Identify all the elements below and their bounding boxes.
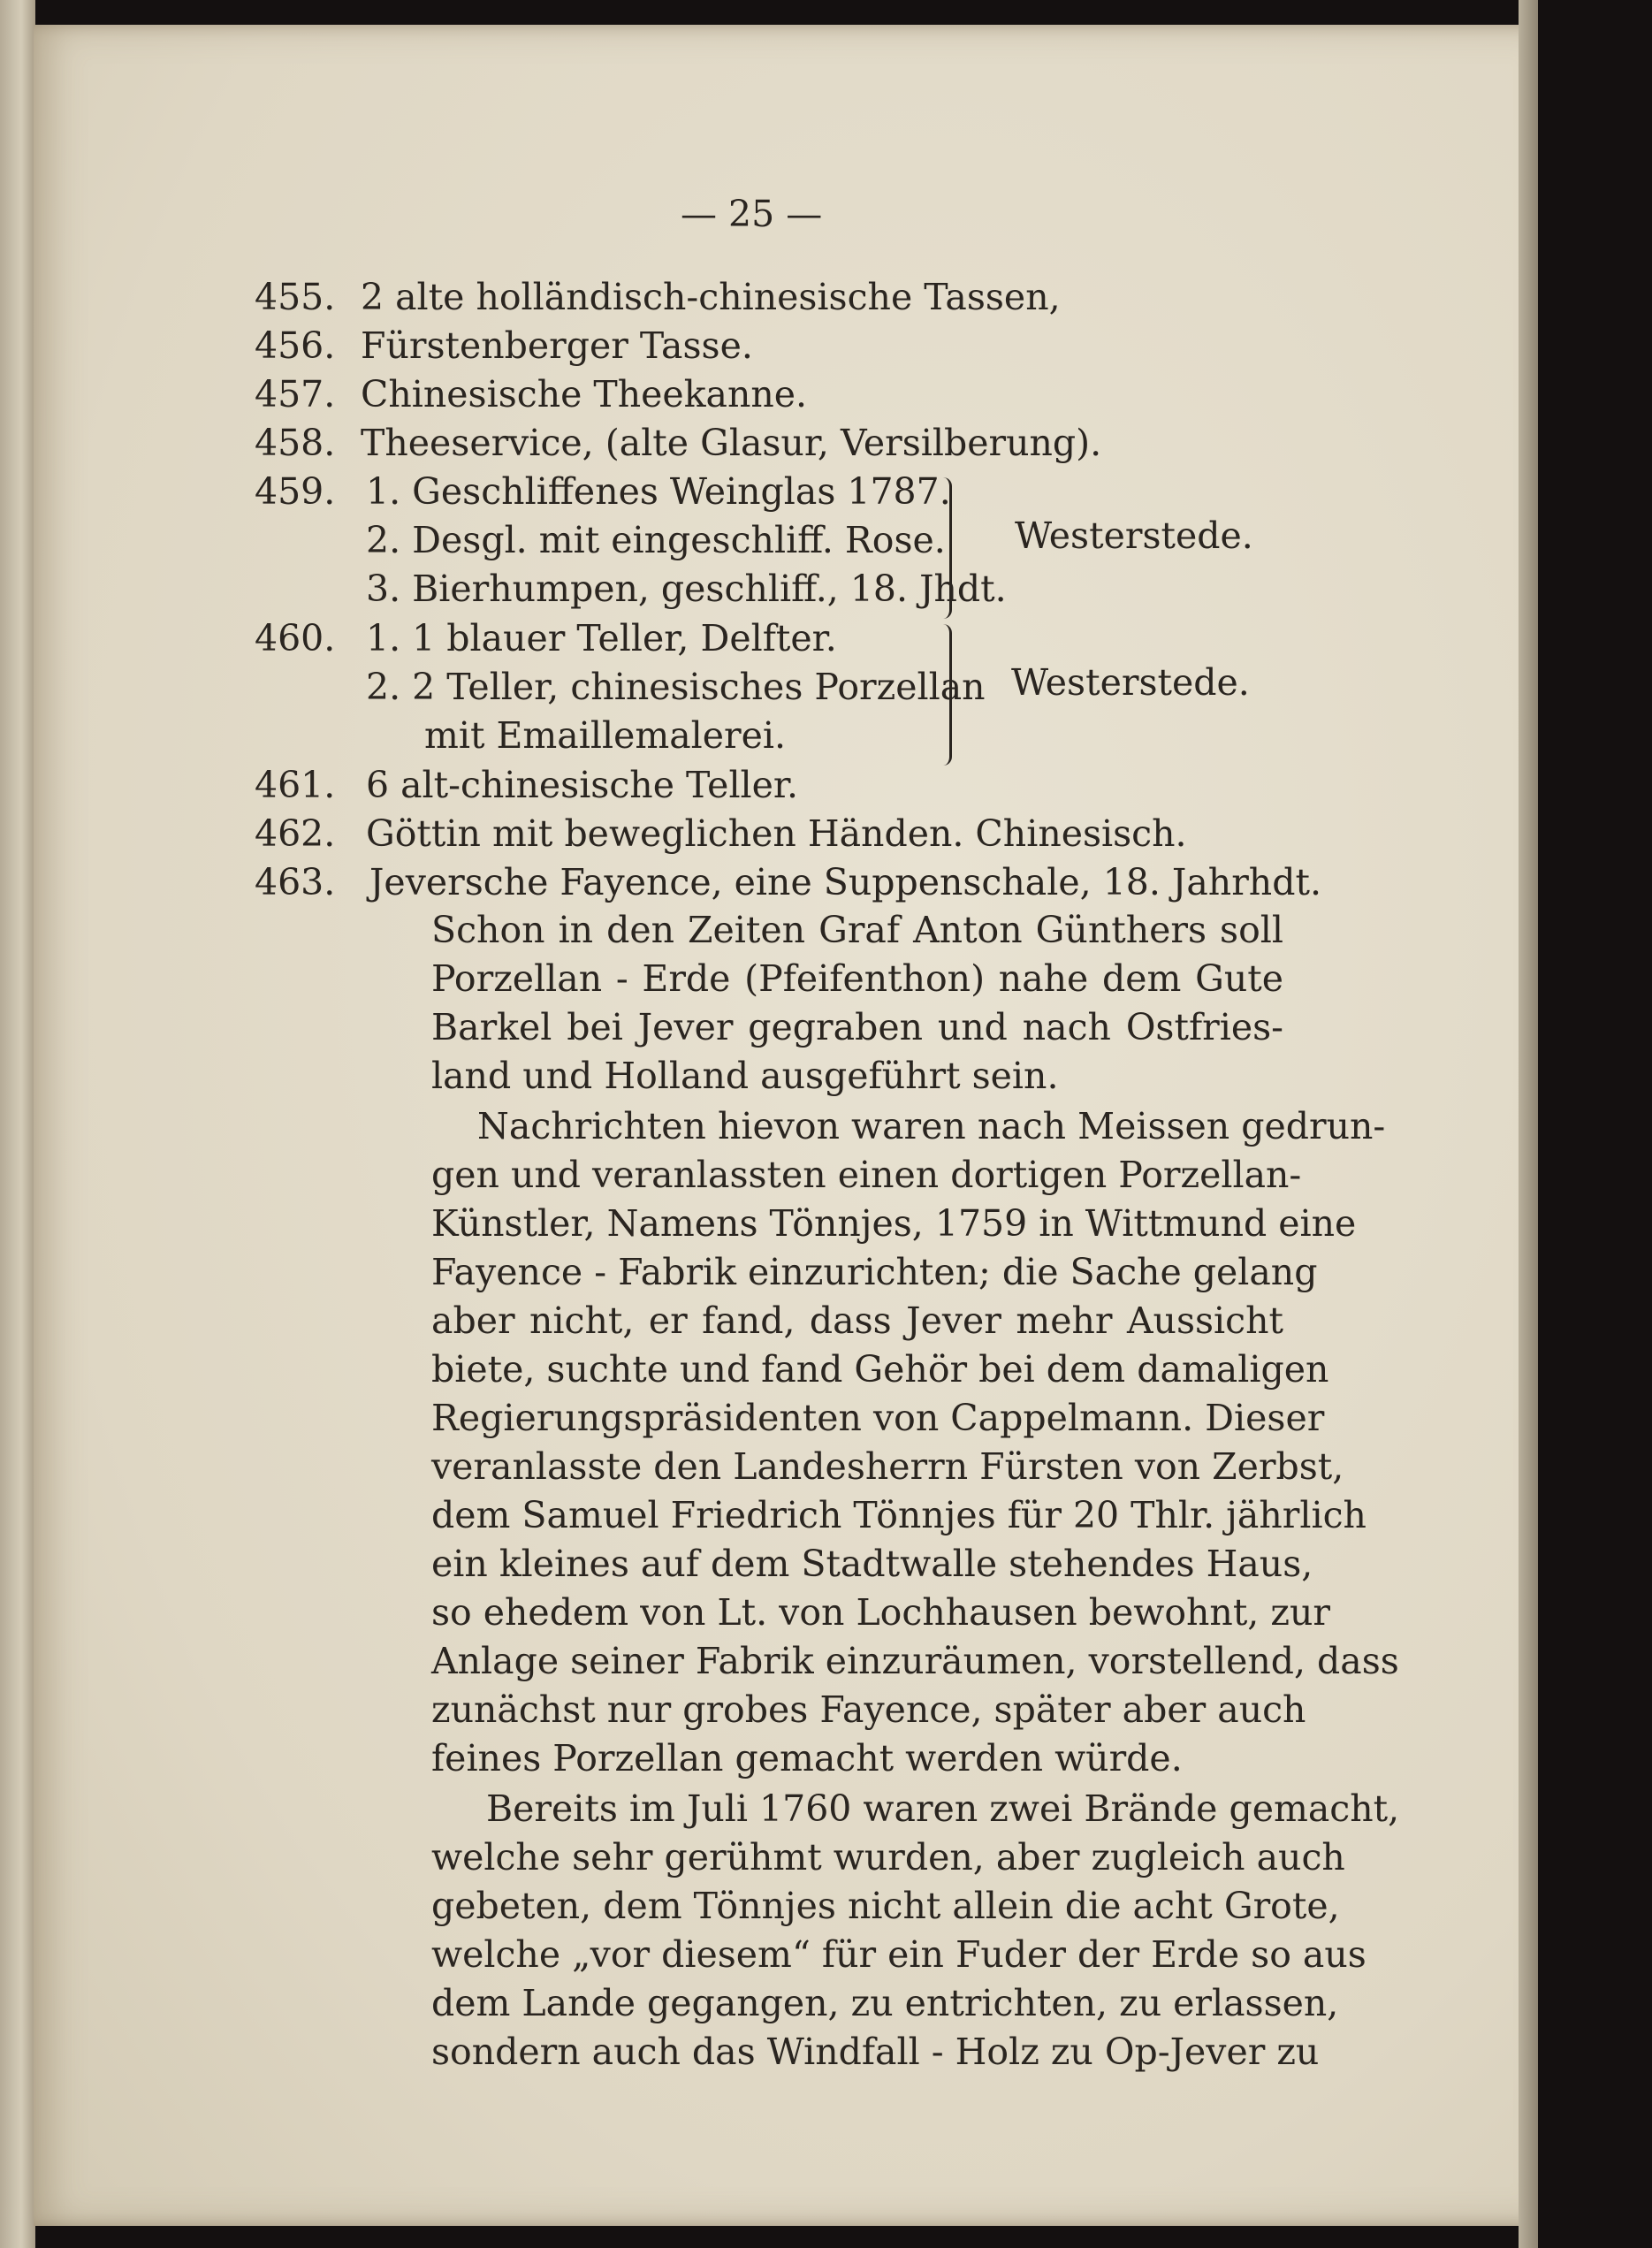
paragraph-line: Porzellan - Erde (Pfeifenthon) nahe dem Gute [431, 957, 1283, 1000]
paragraph-line: dem Lande gegangen, zu entrichten, zu erlassen, [431, 1982, 1339, 2024]
brace [937, 477, 952, 619]
place-name: Westerstede. [1015, 514, 1253, 557]
paragraph-line: welche sehr gerühmt wurden, aber zugleich auch [431, 1836, 1345, 1878]
entry-text: 2 alte holländisch-chinesische Tassen, [361, 276, 1061, 318]
paragraph-line: gen und veranlassten einen dortigen Porzellan- [431, 1154, 1302, 1196]
paragraph-line: ein kleines auf dem Stadtwalle stehendes Haus, [431, 1543, 1313, 1585]
page-number: — 25 — [681, 193, 823, 235]
entry-text: Chinesische Theekanne. [361, 373, 808, 415]
paragraph-line: zunächst nur grobes Fayence, später aber auch [431, 1688, 1306, 1731]
entry-text: Jeversche Fayence, eine Suppenschale, 18. Jahrhdt. [369, 861, 1321, 903]
entry-number: 456. [255, 324, 336, 367]
entry-item: 2. 2 Teller, chinesisches Porzellan [366, 666, 986, 708]
entry-number: 459. [255, 470, 336, 513]
entry-text: Göttin mit beweglichen Händen. Chinesisch. [366, 812, 1187, 855]
entry-number: 455. [255, 276, 336, 318]
entry-number: 458. [255, 422, 336, 464]
paragraph-line: Anlage seiner Fabrik einzuräumen, vorstellend, dass [431, 1640, 1399, 1682]
previous-page-edge [0, 0, 35, 2248]
entry-number: 463. [255, 861, 336, 903]
entry-number: 457. [255, 373, 336, 415]
paragraph-line: dem Samuel Friedrich Tönnjes für 20 Thlr. jährlich [431, 1494, 1367, 1536]
paragraph-line: Künstler, Namens Tönnjes, 1759 in Wittmund eine [431, 1202, 1357, 1245]
paragraph-line: gebeten, dem Tönnjes nicht allein die acht Grote, [431, 1885, 1340, 1927]
entry-text: Fürstenberger Tasse. [361, 324, 753, 367]
entry-item: 1. 1 blauer Teller, Delfter. [366, 617, 837, 659]
place-name: Westerstede. [1011, 661, 1250, 704]
paragraph-line: Schon in den Zeiten Graf Anton Günthers soll [431, 909, 1283, 951]
brace [937, 624, 952, 766]
entry-item: mit Emaillemalerei. [424, 714, 787, 757]
entry-text: Theeservice, (alte Glasur, Versilberung). [361, 422, 1102, 464]
entry-number: 461. [255, 764, 336, 806]
paragraph-line: Fayence - Fabrik einzurichten; die Sache gelang [431, 1251, 1318, 1293]
entry-item: 2. Desgl. mit eingeschliff. Rose. [366, 519, 946, 561]
entry-number: 462. [255, 812, 336, 855]
entry-item: 3. Bierhumpen, geschliff., 18. Jhdt. [366, 568, 1007, 610]
paragraph-line: so ehedem von Lt. von Lochhausen bewohnt, zur [431, 1591, 1330, 1634]
paragraph-line: Bereits im Juli 1760 waren zwei Brände gemacht, [486, 1787, 1400, 1830]
paragraph-line: aber nicht, er fand, dass Jever mehr Aussicht [431, 1299, 1283, 1342]
entry-item: 1. Geschliffenes Weinglas 1787. [366, 470, 951, 513]
paragraph-line: biete, suchte und fand Gehör bei dem damaligen [431, 1348, 1329, 1391]
paragraph-line: feines Porzellan gemacht werden würde. [431, 1737, 1183, 1779]
page-right-edge [1519, 0, 1538, 2248]
paragraph-line: sondern auch das Windfall - Holz zu Op-Jever zu [431, 2031, 1320, 2073]
paragraph-line: Regierungspräsidenten von Cappelmann. Dieser [431, 1397, 1325, 1439]
paragraph-line: veranlasste den Landesherrn Fürsten von Zerbst, [431, 1445, 1344, 1488]
paragraph-line: welche „vor diesem“ für ein Fuder der Erde so aus [431, 1933, 1367, 1976]
paragraph-line: Nachrichten hievon waren nach Meissen gedrun- [477, 1105, 1386, 1147]
entry-number: 460. [255, 617, 336, 659]
entry-text: 6 alt-chinesische Teller. [366, 764, 799, 806]
paragraph-line: Barkel bei Jever gegraben und nach Ostfries- [431, 1006, 1283, 1048]
paragraph-line: land und Holland ausgeführt sein. [431, 1055, 1059, 1097]
